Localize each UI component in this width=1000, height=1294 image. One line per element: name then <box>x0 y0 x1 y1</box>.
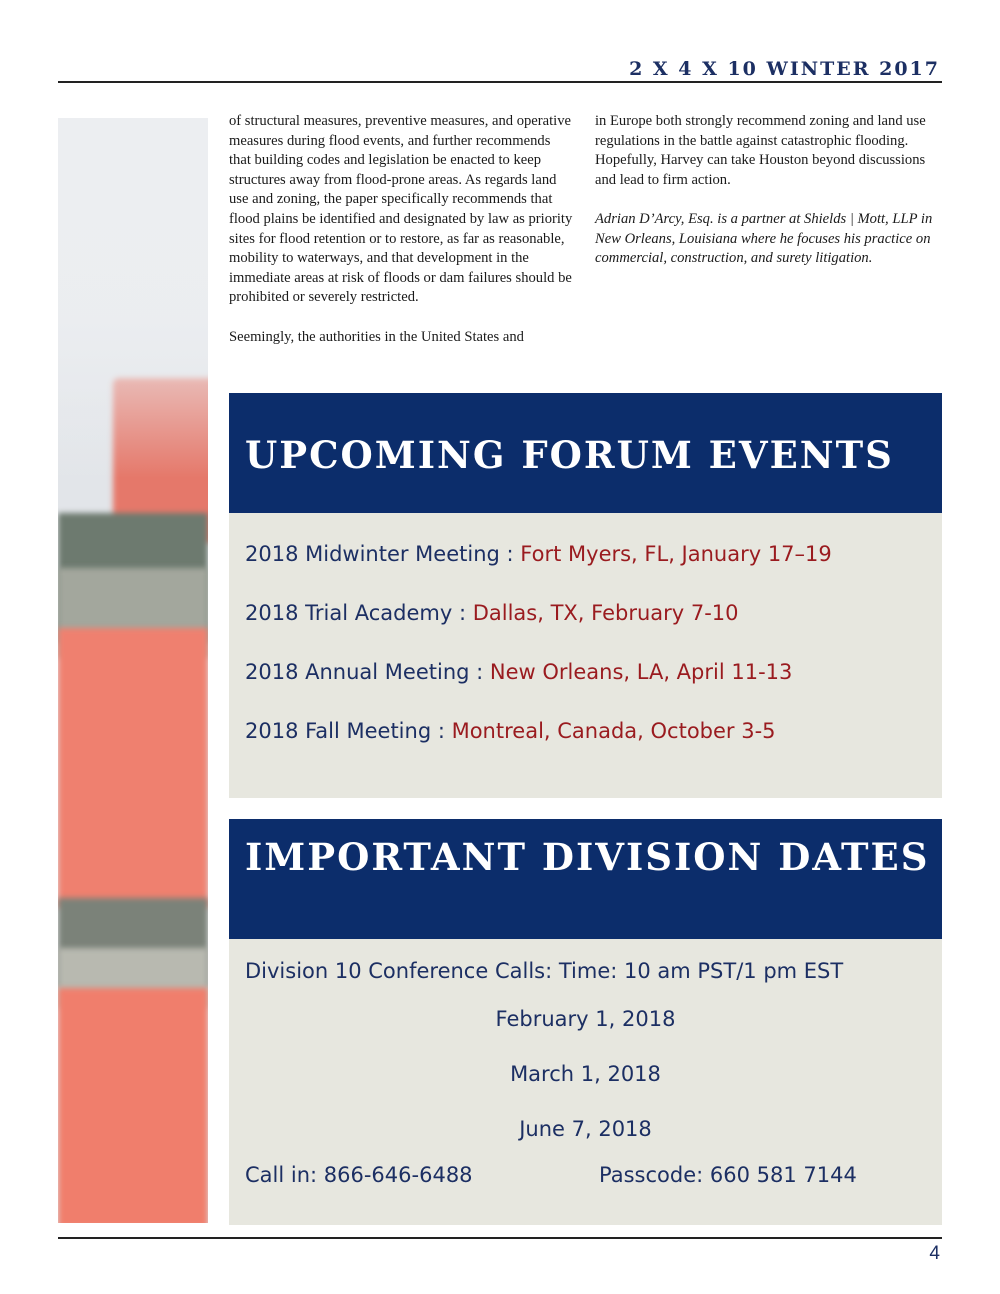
event-item <box>245 658 832 717</box>
event-name: 2018 Midwinter Meeting <box>245 542 500 566</box>
call-in-number: Call in: 866-646-6488 <box>245 1163 473 1187</box>
event-location-date: Montreal, Canada, October 3-5 <box>451 719 776 743</box>
call-date: March 1, 2018 <box>510 1062 661 1086</box>
division-dates-panel <box>229 819 942 1225</box>
call-date: June 7, 2018 <box>519 1117 652 1141</box>
decorative-photo <box>58 118 208 1223</box>
page-number: 4 <box>929 1243 940 1264</box>
event-separator: : <box>499 542 521 566</box>
upcoming-events-header <box>229 393 942 513</box>
author-byline: Adrian D’Arcy, Esq. is a partner at Shields | Mott, LLP in New Orleans, Louisiana where he focuses his practice on commercial, construction, and surety litigation. <box>595 210 933 267</box>
article-column-left <box>229 112 574 367</box>
newsletter-issue-title: 2 X 4 X 10 WINTER 2017 <box>629 58 940 80</box>
event-separator: : <box>452 601 473 625</box>
event-separator: : <box>431 719 452 743</box>
article-paragraph: Seemingly, the authorities in the United States and <box>229 328 524 345</box>
header-rule <box>58 81 942 83</box>
event-name: 2018 Fall Meeting <box>245 719 432 743</box>
upcoming-events-heading: UPCOMING FORUM EVENTS <box>245 433 894 477</box>
article-paragraph: of structural measures, preventive measures, and operative measures during flood events, and further recommends that building codes and legislation be enacted to keep structures away from flood-prone areas. As regards land use and zoning, the paper specifically recommends that flood plains be identified and designated by law as priority sites for flood retention or to restore, as far as reasonable, mobility to waterways, and that development in the immediate areas at risk of floods or dam failures should be prohibited or severely restricted. <box>229 113 573 306</box>
event-location-date: Dallas, TX, February 7-10 <box>472 601 739 625</box>
event-separator: : <box>469 660 490 684</box>
division-dates-heading: IMPORTANT DIVISION DATES <box>245 835 930 879</box>
division-dates-header <box>229 819 942 939</box>
footer-rule <box>58 1237 942 1239</box>
conference-call-title: Division 10 Conference Calls: Time: 10 am PST/1 pm EST <box>245 959 844 983</box>
call-date: February 1, 2018 <box>495 1007 676 1031</box>
event-name: 2018 Annual Meeting <box>245 660 470 684</box>
upcoming-events-panel <box>229 393 942 798</box>
passcode: Passcode: 660 581 7144 <box>599 1163 857 1187</box>
event-location-date: Fort Myers, FL, January 17–19 <box>520 542 832 566</box>
article-column-right <box>595 112 943 288</box>
event-item <box>245 599 832 658</box>
event-item <box>245 540 832 599</box>
event-list <box>245 540 832 776</box>
article-paragraph: in Europe both strongly recommend zoning and land use regulations in the battle against catastrophic flooding. Hopefully, Harvey can take Houston beyond discussions and lead to firm action. <box>595 113 926 188</box>
event-location-date: New Orleans, LA, April 11-13 <box>489 660 793 684</box>
event-item <box>245 717 832 776</box>
event-name: 2018 Trial Academy <box>245 601 453 625</box>
